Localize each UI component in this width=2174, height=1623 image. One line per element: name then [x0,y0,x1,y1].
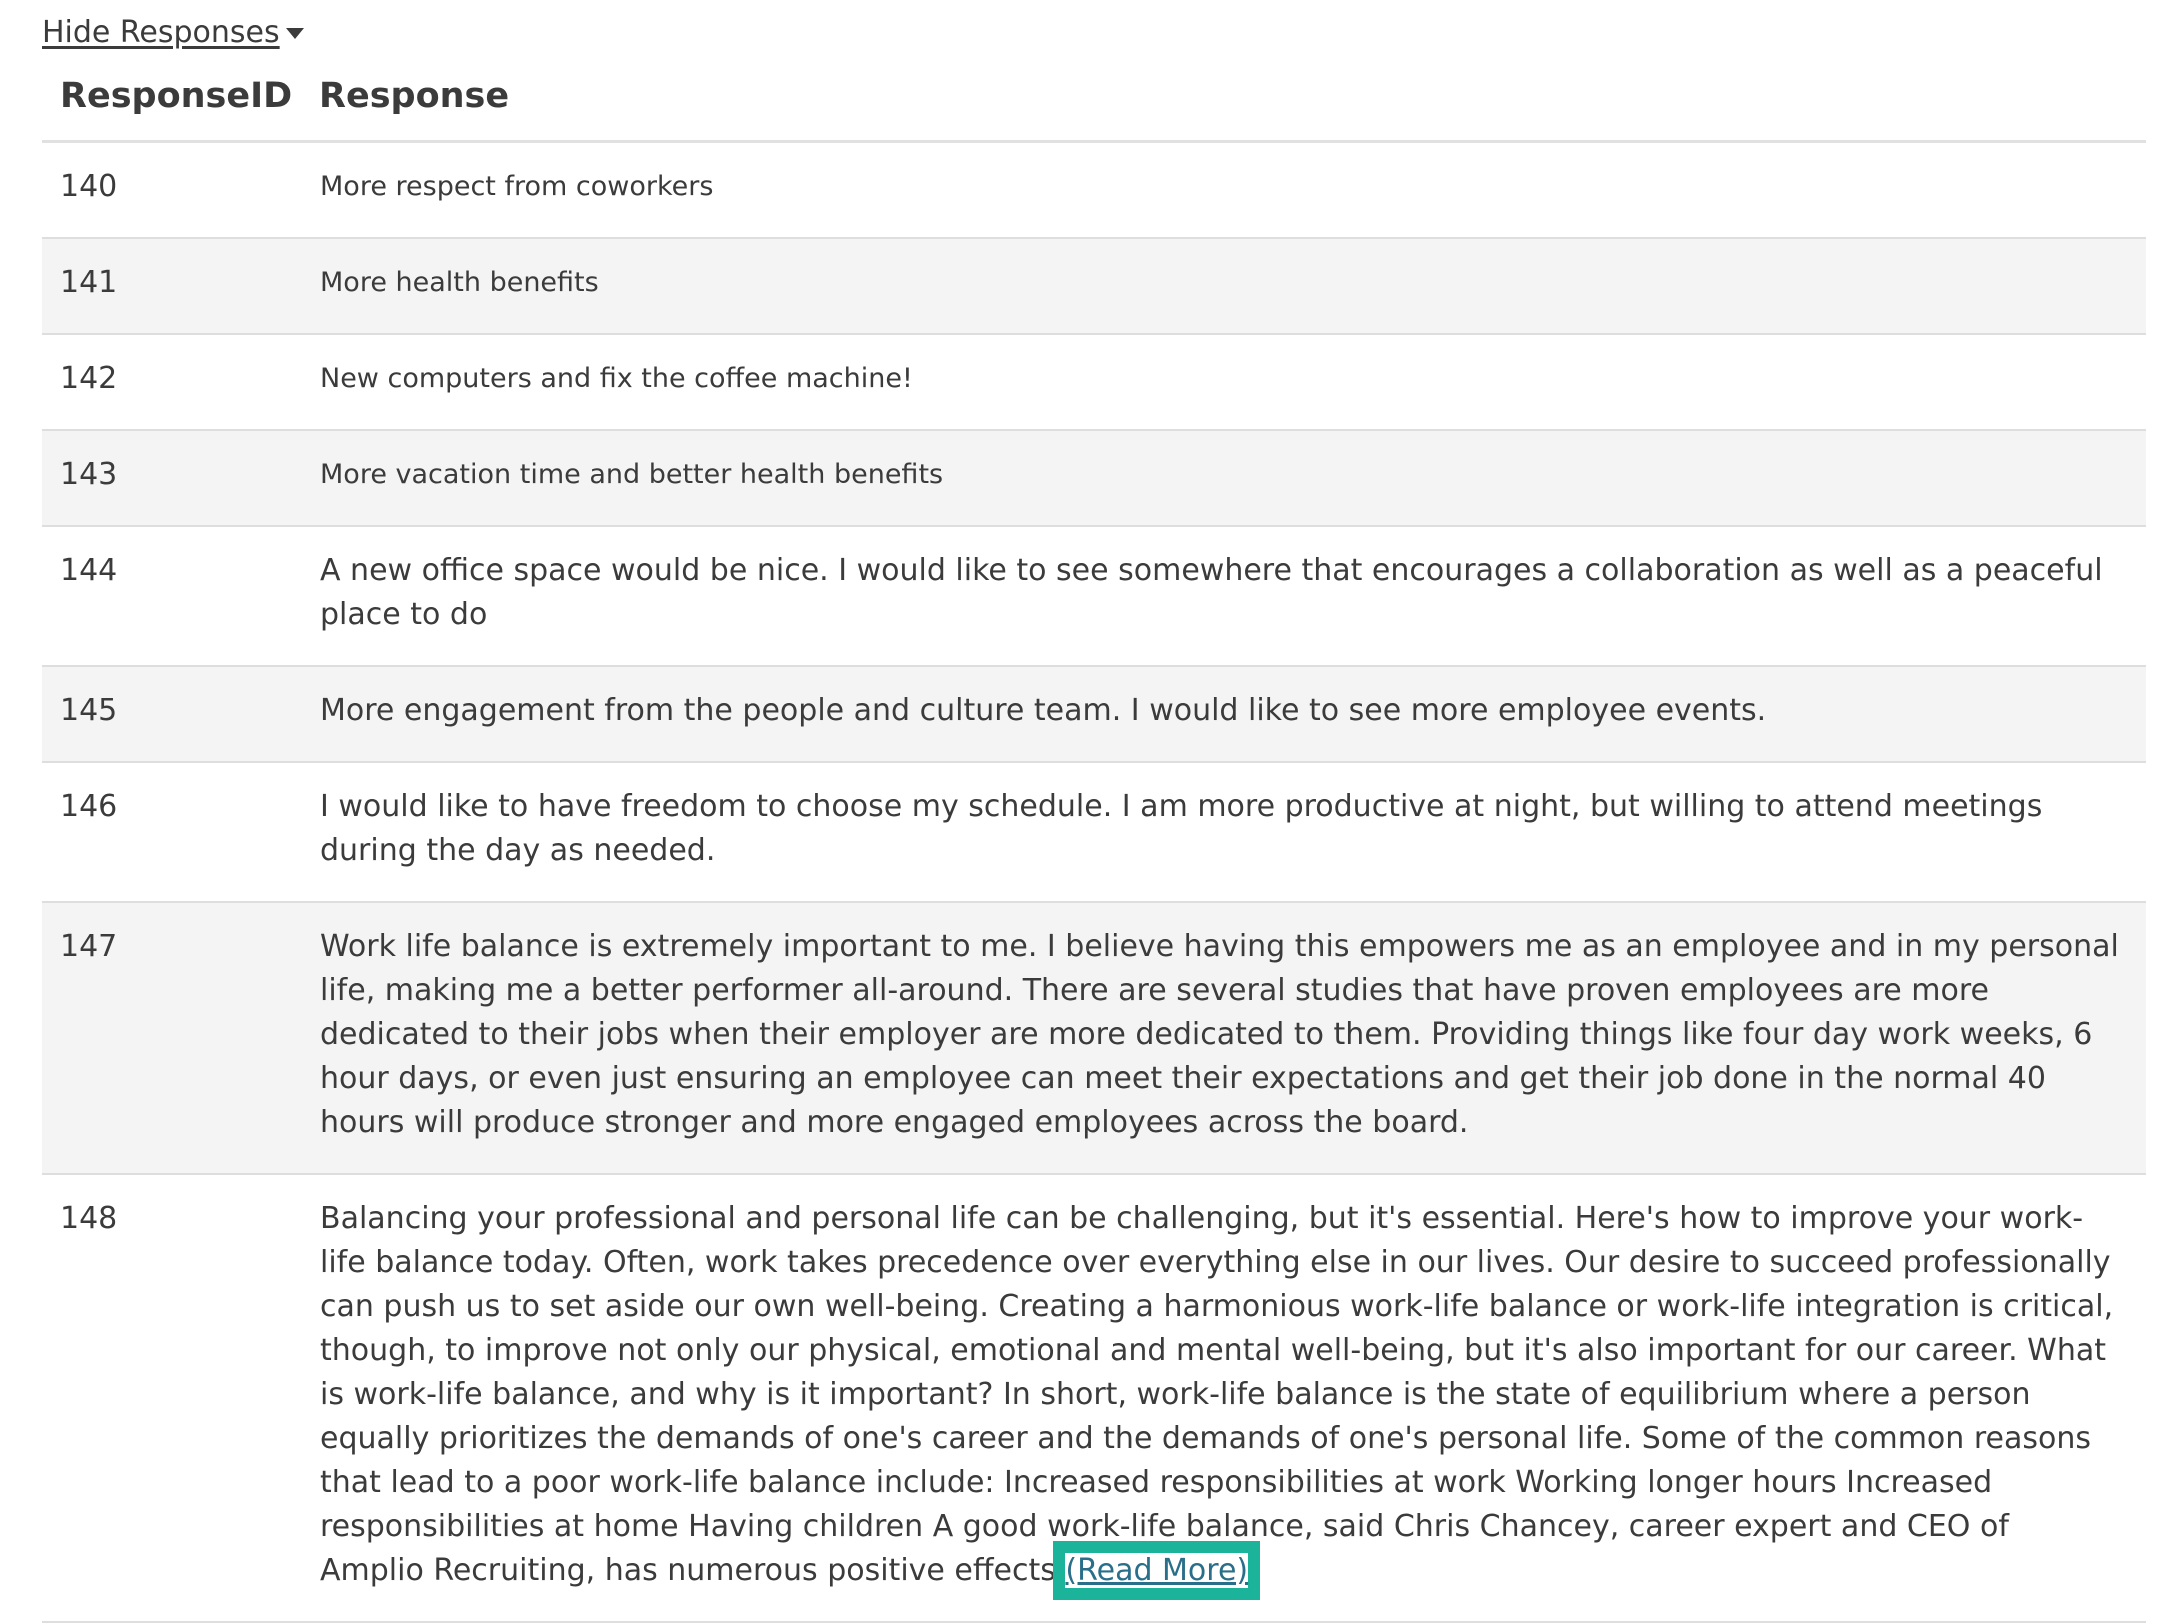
hide-responses-toggle[interactable] [42,6,304,58]
responses-table [42,58,2146,1623]
hide-responses-label: Hide Responses [42,14,280,50]
response-text-cell: More engagement from the people and culture team. I would like to see more employee events. [301,666,2146,762]
response-id-cell: 145 [42,666,301,762]
table-row [42,526,2146,666]
response-id-cell: 144 [42,526,301,666]
table-row [42,902,2146,1174]
response-id-cell: 146 [42,762,301,902]
column-header-response[interactable]: Response [301,58,2146,142]
response-text-cell: I would like to have freedom to choose my schedule. I am more productive at night, but willing to attend meetings during the day as needed. [301,762,2146,902]
response-text-cell: More health benefits [301,238,2146,334]
table-row [42,762,2146,902]
response-text-cell: New computers and fix the coffee machine! [301,334,2146,430]
response-text: Balancing your professional and personal life can be challenging, but it's essential. Here's how to improve your work-life balance today. Often, work takes precedence over everything else in our lives. Our desire to succeed professionally can push us to set aside our own well-being. Creating a harmonious work-life balance or work-life integration is critical, though, to improve not only our physical, emotional and mental well-being, but it's also important for our career. What is work-life balance, and why is it important? In short, work-life balance is the state of equilibrium where a person equally prioritizes the demands of one's career and the demands of one's personal life. Some of the common reasons that lead to a poor work-life balance include: Increased responsibilities at work Working longer hours Increased responsibilities at home Having children A good work-life balance, said Chris Chancey, career expert and CEO of Amplio Recruiting, has numerous positive effects [320,1201,2114,1588]
column-header-responseid[interactable]: ResponseID [42,58,301,142]
table-row [42,334,2146,430]
response-text-cell: More respect from coworkers [301,142,2146,239]
response-text-cell [301,1174,2146,1622]
response-id-cell: 140 [42,142,301,239]
table-row [42,666,2146,762]
response-text-cell: Work life balance is extremely important to me. I believe having this empowers me as an employee and in my personal life, making me a better performer all-around. There are several studies that have proven employees are more dedicated to their jobs when their employer are more dedicated to them. Providing things like four day work weeks, 6 hour days, or even just ensuring an employee can meet their expectations and get their job done in the normal 40 hours will produce stronger and more engaged employees across the board. [301,902,2146,1174]
read-more-link[interactable]: (Read More) [1065,1553,1249,1588]
table-row [42,430,2146,526]
table-header-row [42,58,2146,142]
table-row [42,1174,2146,1622]
table-row [42,238,2146,334]
response-text-cell: More vacation time and better health benefits [301,430,2146,526]
caret-down-icon [286,28,304,39]
response-text-cell [301,526,2146,666]
response-id-cell: 143 [42,430,301,526]
response-id-cell: 147 [42,902,301,1174]
response-id-cell: 141 [42,238,301,334]
response-text-clipped: A new office space would be nice. I would like to see somewhere that encourages a collaboration as well as a peaceful place to do [320,553,2103,632]
table-row [42,142,2146,239]
response-id-cell: 142 [42,334,301,430]
response-id-cell: 148 [42,1174,301,1622]
